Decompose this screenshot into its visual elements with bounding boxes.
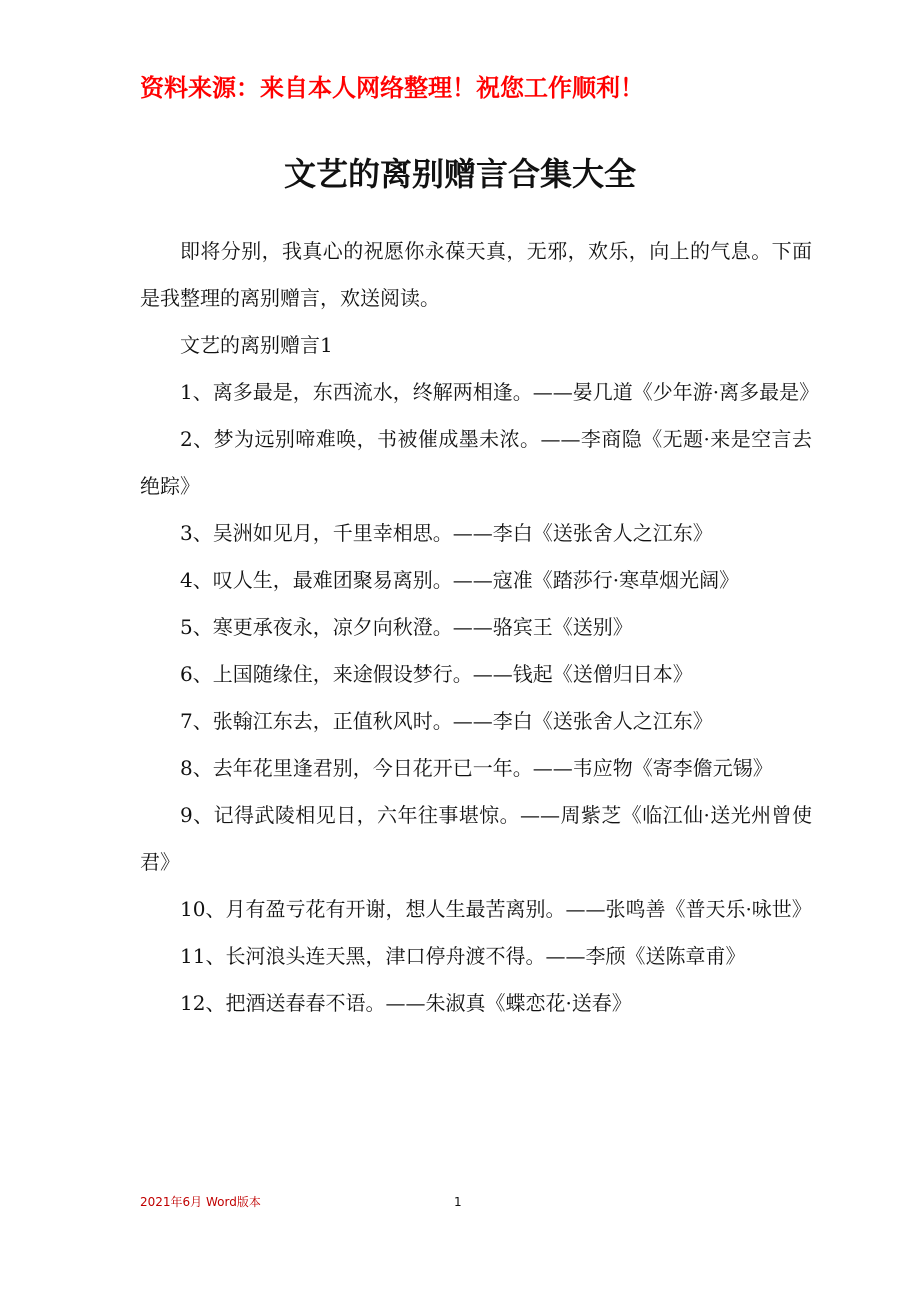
document-body [140, 228, 820, 1027]
list-item: 2、梦为远别啼难唤，书被催成墨未浓。——李商隐《无题·来是空言去绝踪》 [140, 427, 812, 498]
list-item: 6、上国随缘住，来途假设梦行。——钱起《送僧归日本》 [180, 662, 693, 686]
source-line: 资料来源：来自本人网络整理！祝您工作顺利！ [140, 74, 644, 102]
list-item: 3、吴洲如见月，千里幸相思。——李白《送张舍人之江东》 [180, 521, 713, 545]
intro-paragraph: 即将分别，我真心的祝愿你永葆天真，无邪，欢乐，向上的气息。下面是我整理的离别赠言，欢送阅读。 [140, 239, 812, 310]
list-item: 5、寒更承夜永，凉夕向秋澄。——骆宾王《送别》 [180, 615, 633, 639]
list-item: 12、把酒送春春不语。——朱淑真《蝶恋花·送春》 [180, 991, 632, 1015]
list-item: 11、长河浪头连天黑，津口停舟渡不得。——李颀《送陈章甫》 [180, 944, 746, 968]
document-title: 文艺的离别赠言合集大全 [283, 155, 636, 193]
list-item: 4、叹人生，最难团聚易离别。——寇准《踏莎行·寒草烟光阔》 [180, 568, 740, 592]
list-item: 1、离多最是，东西流水，终解两相逢。——晏几道《少年游·离多最是》 [180, 380, 820, 404]
page-footer [140, 1192, 780, 1212]
section-heading: 文艺的离别赠言1 [180, 333, 333, 357]
list-item: 9、记得武陵相见日，六年往事堪惊。——周紫芝《临江仙·送光州曾使君》 [140, 803, 812, 874]
list-item: 8、去年花里逢君别，今日花开已一年。——韦应物《寄李儋元锡》 [180, 756, 773, 780]
page-number: 1 [454, 1195, 462, 1209]
list-item: 10、月有盈亏花有开谢，想人生最苦离别。——张鸣善《普天乐·咏世》 [180, 897, 812, 921]
footer-date-version: 2021年6月 Word版本 [140, 1195, 261, 1209]
list-item: 7、张翰江东去，正值秋风时。——李白《送张舍人之江东》 [180, 709, 713, 733]
